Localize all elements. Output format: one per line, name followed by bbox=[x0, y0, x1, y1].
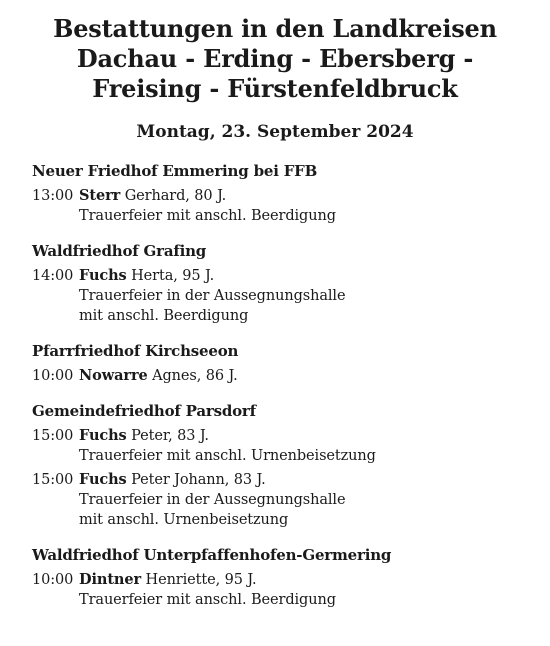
deceased-firstname-age: Herta, 95 J. bbox=[126, 268, 215, 284]
ceremony-detail: Trauerfeier mit anschl. Beerdigung bbox=[79, 208, 336, 224]
entry-main-line bbox=[32, 470, 532, 490]
deceased-firstname-age: Peter Johann, 83 J. bbox=[126, 472, 266, 488]
deceased-surname: Dintner bbox=[79, 571, 142, 588]
notice-title bbox=[0, 14, 550, 104]
burial-time: 15:00 bbox=[32, 472, 74, 488]
entry-main-line bbox=[32, 266, 532, 286]
title-line-3: Freising - Fürstenfeldbruck bbox=[92, 74, 458, 103]
title-line-2: Dachau - Erding - Ebersberg - bbox=[76, 44, 474, 73]
burial-time: 10:00 bbox=[32, 572, 74, 588]
entry-main-line bbox=[32, 186, 532, 206]
entry-main-line bbox=[32, 366, 532, 386]
burial-entry bbox=[32, 266, 532, 326]
burial-entry bbox=[32, 570, 532, 610]
ceremony-detail: Trauerfeier in der Aussegnungshalle bbox=[79, 288, 346, 304]
title-line-1: Bestattungen in den Landkreisen bbox=[53, 14, 497, 43]
cemetery-name: Neuer Friedhof Emmering bei FFB bbox=[32, 162, 318, 180]
burial-entry bbox=[32, 366, 532, 386]
cemetery-section bbox=[32, 340, 532, 386]
cemetery-name: Waldfriedhof Grafing bbox=[32, 242, 207, 260]
deceased-surname: Sterr bbox=[79, 187, 121, 204]
ceremony-detail: mit anschl. Urnenbeisetzung bbox=[79, 512, 289, 528]
entry-main-line bbox=[32, 570, 532, 590]
deceased-surname: Nowarre bbox=[79, 367, 148, 384]
deceased-surname: Fuchs bbox=[79, 471, 127, 488]
cemetery-sections bbox=[32, 160, 532, 624]
ceremony-detail: Trauerfeier in der Aussegnungshalle bbox=[79, 492, 346, 508]
ceremony-detail: Trauerfeier mit anschl. Urnenbeisetzung bbox=[79, 448, 376, 464]
cemetery-section bbox=[32, 544, 532, 610]
deceased-firstname-age: Agnes, 86 J. bbox=[147, 368, 238, 384]
burial-entry bbox=[32, 470, 532, 530]
entry-main-line bbox=[32, 426, 532, 446]
ceremony-detail: Trauerfeier mit anschl. Beerdigung bbox=[79, 592, 336, 608]
burial-time: 14:00 bbox=[32, 268, 74, 284]
ceremony-detail: mit anschl. Beerdigung bbox=[79, 308, 249, 324]
cemetery-name: Gemeindefriedhof Parsdorf bbox=[32, 402, 256, 420]
burial-time: 15:00 bbox=[32, 428, 74, 444]
deceased-firstname-age: Gerhard, 80 J. bbox=[120, 188, 227, 204]
burial-time: 13:00 bbox=[32, 188, 74, 204]
deceased-firstname-age: Henriette, 95 J. bbox=[141, 572, 257, 588]
cemetery-section bbox=[32, 400, 532, 530]
cemetery-section bbox=[32, 160, 532, 226]
deceased-firstname-age: Peter, 83 J. bbox=[126, 428, 209, 444]
burial-time: 10:00 bbox=[32, 368, 74, 384]
deceased-surname: Fuchs bbox=[79, 267, 127, 284]
deceased-surname: Fuchs bbox=[79, 427, 127, 444]
cemetery-section bbox=[32, 240, 532, 326]
cemetery-name: Waldfriedhof Unterpfaffenhofen-Germering bbox=[32, 546, 392, 564]
burial-entry bbox=[32, 186, 532, 226]
cemetery-name: Pfarrfriedhof Kirchseeon bbox=[32, 342, 239, 360]
burial-entry bbox=[32, 426, 532, 466]
notice-date: Montag, 23. September 2024 bbox=[136, 122, 414, 142]
